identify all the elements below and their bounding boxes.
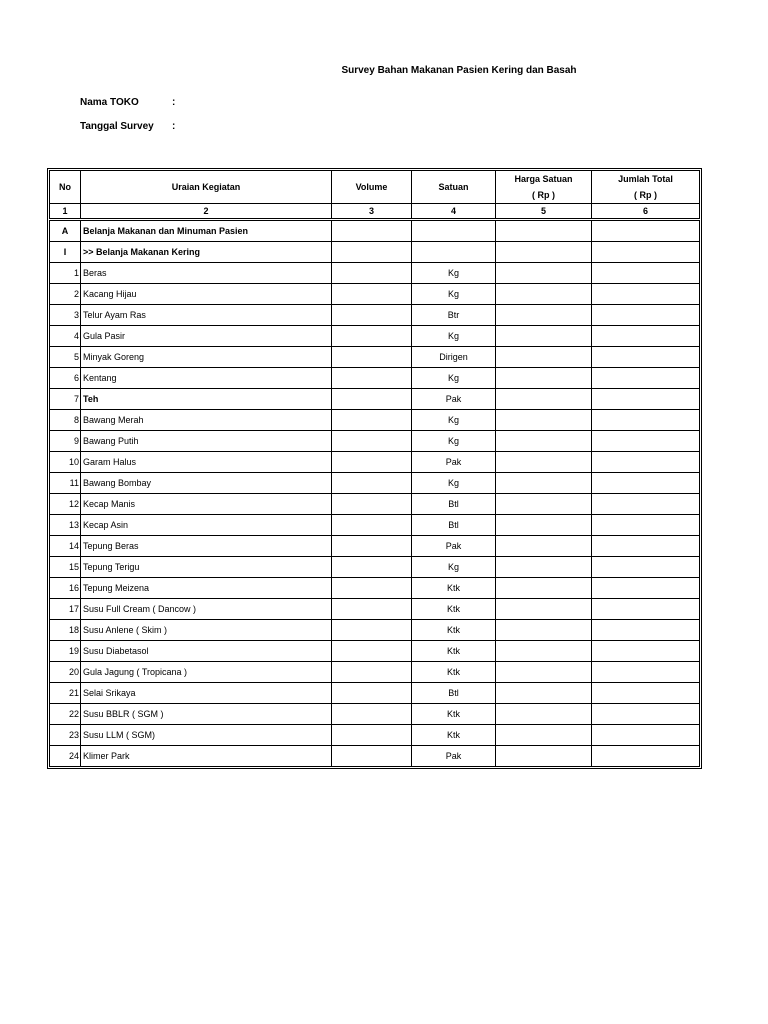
unit-price-cell[interactable] [496, 326, 592, 347]
header-uraian: Uraian Kegiatan [81, 171, 332, 204]
item-name: Telur Ayam Ras [81, 305, 332, 326]
table-row [50, 326, 700, 347]
unit-price-cell[interactable] [496, 578, 592, 599]
unit-price-cell[interactable] [496, 473, 592, 494]
item-number: 14 [50, 536, 81, 557]
item-number: 11 [50, 473, 81, 494]
item-number: 15 [50, 557, 81, 578]
item-name: Bawang Bombay [81, 473, 332, 494]
item-name: Kecap Manis [81, 494, 332, 515]
volume-cell[interactable] [332, 284, 412, 305]
item-number: 8 [50, 410, 81, 431]
total-cell[interactable] [592, 220, 700, 242]
volume-cell[interactable] [332, 599, 412, 620]
unit-price-cell[interactable] [496, 662, 592, 683]
item-name: Kacang Hijau [81, 284, 332, 305]
item-unit: Kg [412, 284, 496, 305]
item-unit: Kg [412, 263, 496, 284]
item-unit: Ktk [412, 620, 496, 641]
column-number: 3 [332, 204, 412, 220]
volume-cell[interactable] [332, 641, 412, 662]
table-row [50, 746, 700, 767]
header-harga [496, 171, 592, 204]
total-cell[interactable] [592, 620, 700, 641]
item-name: Selai Srikaya [81, 683, 332, 704]
total-cell[interactable] [592, 431, 700, 452]
table-row [50, 515, 700, 536]
volume-cell[interactable] [332, 725, 412, 746]
item-name: Teh [81, 389, 332, 410]
unit-price-cell[interactable] [496, 389, 592, 410]
unit-price-cell[interactable] [496, 536, 592, 557]
total-cell[interactable] [592, 242, 700, 263]
volume-cell[interactable] [332, 746, 412, 767]
total-cell[interactable] [592, 725, 700, 746]
table-row [50, 578, 700, 599]
total-cell[interactable] [592, 662, 700, 683]
volume-cell[interactable] [332, 620, 412, 641]
volume-cell[interactable] [332, 389, 412, 410]
item-name: Kentang [81, 368, 332, 389]
column-number: 4 [412, 204, 496, 220]
total-cell[interactable] [592, 746, 700, 767]
unit-price-cell[interactable] [496, 347, 592, 368]
volume-cell[interactable] [332, 536, 412, 557]
volume-cell[interactable] [332, 557, 412, 578]
unit-price-cell[interactable] [496, 620, 592, 641]
item-unit: Ktk [412, 578, 496, 599]
total-cell[interactable] [592, 473, 700, 494]
table-row [50, 305, 700, 326]
unit-price-cell[interactable] [496, 683, 592, 704]
section-title: >> Belanja Makanan Kering [81, 242, 332, 263]
unit-price-cell[interactable] [496, 452, 592, 473]
total-cell[interactable] [592, 452, 700, 473]
volume-cell[interactable] [332, 452, 412, 473]
item-name: Susu Diabetasol [81, 641, 332, 662]
table-row [50, 683, 700, 704]
unit-price-cell[interactable] [496, 494, 592, 515]
total-cell[interactable] [592, 557, 700, 578]
volume-cell[interactable] [332, 326, 412, 347]
volume-cell[interactable] [332, 515, 412, 536]
table-row [50, 410, 700, 431]
item-name: Klimer Park [81, 746, 332, 767]
total-cell[interactable] [592, 683, 700, 704]
item-unit: Pak [412, 389, 496, 410]
total-cell[interactable] [592, 305, 700, 326]
unit-price-cell[interactable] [496, 305, 592, 326]
table-row [50, 494, 700, 515]
table-row [50, 704, 700, 725]
unit-price-cell[interactable] [496, 263, 592, 284]
volume-cell[interactable] [332, 662, 412, 683]
table-row [50, 368, 700, 389]
column-number: 1 [50, 204, 81, 220]
unit-price-cell[interactable] [496, 515, 592, 536]
item-name: Susu LLM ( SGM) [81, 725, 332, 746]
volume-cell[interactable] [332, 410, 412, 431]
total-cell[interactable] [592, 578, 700, 599]
unit-price-cell[interactable] [496, 368, 592, 389]
store-name-label: Nama TOKO [80, 97, 139, 108]
volume-cell[interactable] [332, 347, 412, 368]
unit-price-cell[interactable] [496, 725, 592, 746]
unit-price-cell[interactable] [496, 220, 592, 242]
total-cell[interactable] [592, 389, 700, 410]
volume-cell[interactable] [332, 704, 412, 725]
item-unit: Btr [412, 305, 496, 326]
item-number: 16 [50, 578, 81, 599]
total-cell[interactable] [592, 368, 700, 389]
header-jumlah-line2: ( Rp ) [634, 190, 657, 200]
item-name: Tepung Beras [81, 536, 332, 557]
column-number: 2 [81, 204, 332, 220]
section-code: I [50, 242, 81, 263]
unit-price-cell[interactable] [496, 410, 592, 431]
item-name: Minyak Goreng [81, 347, 332, 368]
total-cell[interactable] [592, 326, 700, 347]
column-number-row [50, 204, 700, 220]
survey-table [49, 170, 700, 767]
section-title: Belanja Makanan dan Minuman Pasien [81, 220, 332, 242]
volume-cell[interactable] [332, 578, 412, 599]
item-unit: Btl [412, 683, 496, 704]
table-row [50, 284, 700, 305]
table-row [50, 452, 700, 473]
unit-price-cell[interactable] [496, 746, 592, 767]
item-number: 13 [50, 515, 81, 536]
total-cell[interactable] [592, 347, 700, 368]
item-unit: Pak [412, 746, 496, 767]
item-unit: Ktk [412, 599, 496, 620]
table-row [50, 473, 700, 494]
volume-cell[interactable] [332, 473, 412, 494]
total-cell[interactable] [592, 641, 700, 662]
item-number: 21 [50, 683, 81, 704]
section-code: A [50, 220, 81, 242]
item-number: 18 [50, 620, 81, 641]
volume-cell[interactable] [332, 368, 412, 389]
volume-cell[interactable] [332, 683, 412, 704]
unit-price-cell[interactable] [496, 704, 592, 725]
table-row [50, 662, 700, 683]
survey-date-label: Tanggal Survey [80, 121, 154, 132]
item-number: 3 [50, 305, 81, 326]
item-unit: Ktk [412, 704, 496, 725]
item-number: 23 [50, 725, 81, 746]
header-satuan: Satuan [412, 171, 496, 204]
item-unit: Kg [412, 368, 496, 389]
item-unit: Btl [412, 515, 496, 536]
item-name: Bawang Merah [81, 410, 332, 431]
volume-cell[interactable] [332, 220, 412, 242]
item-unit: Dirigen [412, 347, 496, 368]
table-row [50, 431, 700, 452]
section-row [50, 220, 700, 242]
total-cell[interactable] [592, 704, 700, 725]
item-number: 4 [50, 326, 81, 347]
item-unit: Kg [412, 326, 496, 347]
item-number: 19 [50, 641, 81, 662]
unit-price-cell[interactable] [496, 599, 592, 620]
item-number: 22 [50, 704, 81, 725]
item-number: 17 [50, 599, 81, 620]
item-name: Tepung Terigu [81, 557, 332, 578]
table-row [50, 620, 700, 641]
table-row [50, 389, 700, 410]
item-number: 10 [50, 452, 81, 473]
item-unit: Ktk [412, 641, 496, 662]
item-number: 12 [50, 494, 81, 515]
item-name: Susu Anlene ( Skim ) [81, 620, 332, 641]
item-unit: Btl [412, 494, 496, 515]
column-number: 5 [496, 204, 592, 220]
item-number: 20 [50, 662, 81, 683]
total-cell[interactable] [592, 536, 700, 557]
item-name: Gula Jagung ( Tropicana ) [81, 662, 332, 683]
unit-cell [412, 242, 496, 263]
table-row [50, 641, 700, 662]
header-jumlah [592, 171, 700, 204]
header-jumlah-line1: Jumlah Total [618, 174, 673, 184]
item-number: 7 [50, 389, 81, 410]
volume-cell[interactable] [332, 494, 412, 515]
total-cell[interactable] [592, 410, 700, 431]
item-unit: Kg [412, 557, 496, 578]
item-unit: Kg [412, 473, 496, 494]
item-name: Tepung Meizena [81, 578, 332, 599]
unit-cell [412, 220, 496, 242]
table-row [50, 557, 700, 578]
item-name: Susu BBLR ( SGM ) [81, 704, 332, 725]
header-harga-line1: Harga Satuan [514, 174, 573, 184]
total-cell[interactable] [592, 515, 700, 536]
volume-cell[interactable] [332, 242, 412, 263]
section-row [50, 242, 700, 263]
survey-table-frame [47, 168, 702, 769]
item-name: Garam Halus [81, 452, 332, 473]
total-cell[interactable] [592, 599, 700, 620]
page-title: Survey Bahan Makanan Pasien Kering dan Basah [341, 65, 577, 76]
total-cell[interactable] [592, 263, 700, 284]
total-cell[interactable] [592, 494, 700, 515]
item-number: 24 [50, 746, 81, 767]
table-row [50, 536, 700, 557]
item-unit: Kg [412, 431, 496, 452]
table-header-row [50, 171, 700, 204]
table-row [50, 599, 700, 620]
total-cell[interactable] [592, 284, 700, 305]
item-number: 6 [50, 368, 81, 389]
item-unit: Kg [412, 410, 496, 431]
table-row [50, 347, 700, 368]
unit-price-cell[interactable] [496, 641, 592, 662]
item-number: 9 [50, 431, 81, 452]
item-unit: Pak [412, 452, 496, 473]
header-no: No [50, 171, 81, 204]
item-number: 2 [50, 284, 81, 305]
unit-price-cell[interactable] [496, 431, 592, 452]
item-name: Susu Full Cream ( Dancow ) [81, 599, 332, 620]
unit-price-cell[interactable] [496, 557, 592, 578]
unit-price-cell[interactable] [496, 242, 592, 263]
item-unit: Ktk [412, 662, 496, 683]
unit-price-cell[interactable] [496, 284, 592, 305]
table-row [50, 725, 700, 746]
table-row [50, 263, 700, 284]
store-name-colon: : [172, 97, 176, 108]
item-name: Kecap Asin [81, 515, 332, 536]
item-name: Beras [81, 263, 332, 284]
header-volume: Volume [332, 171, 412, 204]
item-number: 1 [50, 263, 81, 284]
column-number: 6 [592, 204, 700, 220]
item-name: Bawang Putih [81, 431, 332, 452]
volume-cell[interactable] [332, 263, 412, 284]
item-unit: Ktk [412, 725, 496, 746]
item-number: 5 [50, 347, 81, 368]
item-name: Gula Pasir [81, 326, 332, 347]
volume-cell[interactable] [332, 431, 412, 452]
header-harga-line2: ( Rp ) [532, 190, 555, 200]
survey-date-colon: : [172, 121, 176, 132]
item-unit: Pak [412, 536, 496, 557]
volume-cell[interactable] [332, 305, 412, 326]
